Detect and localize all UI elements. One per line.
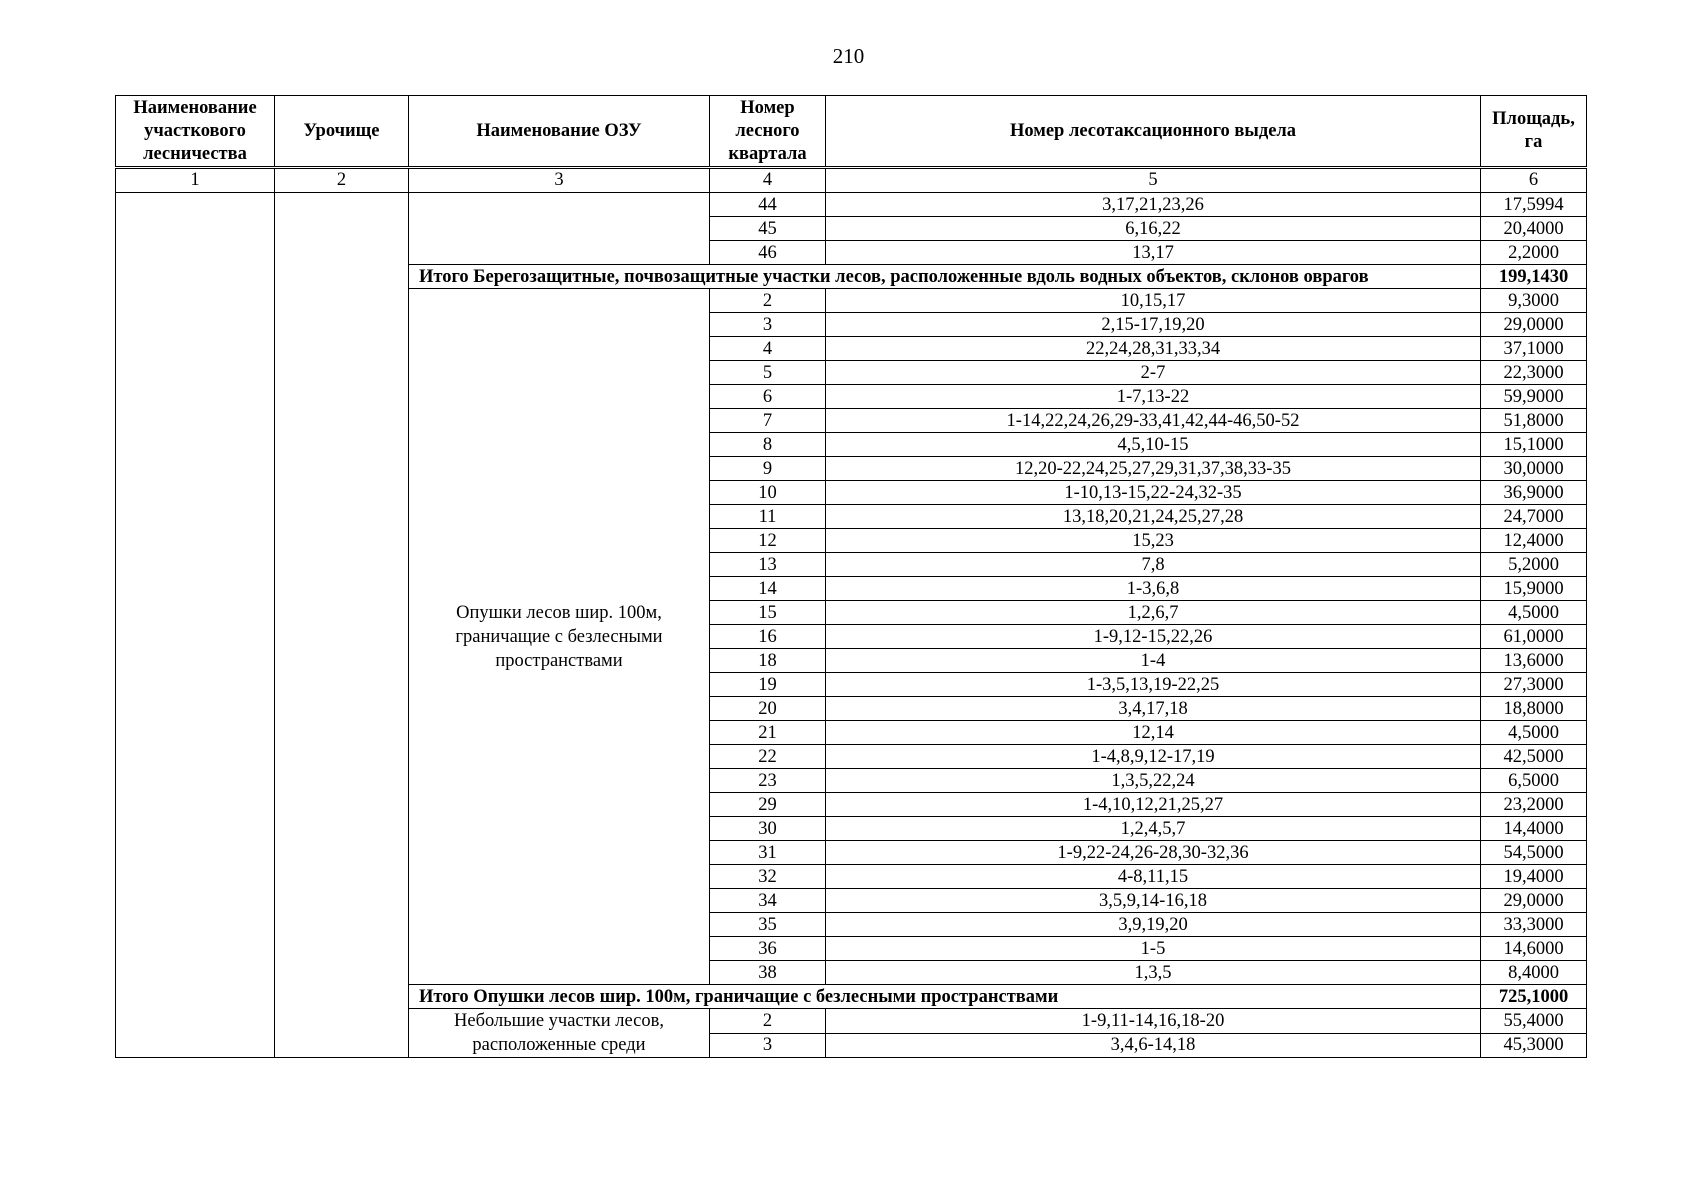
quarter-cell: 32 bbox=[710, 865, 826, 889]
column-number: 3 bbox=[409, 168, 710, 193]
area-cell: 54,5000 bbox=[1481, 841, 1587, 865]
total-value: 725,1000 bbox=[1481, 985, 1587, 1009]
header-tract: Урочище bbox=[275, 96, 409, 168]
quarter-cell: 8 bbox=[710, 433, 826, 457]
quarter-cell: 36 bbox=[710, 937, 826, 961]
area-cell: 4,5000 bbox=[1481, 721, 1587, 745]
vydel-cell: 13,17 bbox=[826, 241, 1481, 265]
ozu-table bbox=[115, 95, 1587, 1058]
area-cell: 24,7000 bbox=[1481, 505, 1587, 529]
area-cell: 15,9000 bbox=[1481, 577, 1587, 601]
vydel-cell: 7,8 bbox=[826, 553, 1481, 577]
quarter-cell: 45 bbox=[710, 217, 826, 241]
quarter-cell: 14 bbox=[710, 577, 826, 601]
vydel-cell: 12,20-22,24,25,27,29,31,37,38,33-35 bbox=[826, 457, 1481, 481]
quarter-cell: 35 bbox=[710, 913, 826, 937]
vydel-cell: 1-14,22,24,26,29-33,41,42,44-46,50-52 bbox=[826, 409, 1481, 433]
area-cell: 4,5000 bbox=[1481, 601, 1587, 625]
quarter-cell: 9 bbox=[710, 457, 826, 481]
quarter-cell: 5 bbox=[710, 361, 826, 385]
vydel-cell: 4,5,10-15 bbox=[826, 433, 1481, 457]
vydel-cell: 1,3,5,22,24 bbox=[826, 769, 1481, 793]
header-quarter-number: Номер лесного квартала bbox=[710, 96, 826, 168]
quarter-cell: 38 bbox=[710, 961, 826, 985]
vydel-cell: 3,4,6-14,18 bbox=[826, 1033, 1481, 1058]
area-cell: 61,0000 bbox=[1481, 625, 1587, 649]
quarter-cell: 10 bbox=[710, 481, 826, 505]
column-number: 4 bbox=[710, 168, 826, 193]
column-number-row bbox=[116, 168, 1587, 193]
area-cell: 5,2000 bbox=[1481, 553, 1587, 577]
area-cell: 29,0000 bbox=[1481, 889, 1587, 913]
area-cell: 33,3000 bbox=[1481, 913, 1587, 937]
vydel-cell: 3,9,19,20 bbox=[826, 913, 1481, 937]
vydel-cell: 6,16,22 bbox=[826, 217, 1481, 241]
quarter-cell: 20 bbox=[710, 697, 826, 721]
column-number: 6 bbox=[1481, 168, 1587, 193]
area-cell: 51,8000 bbox=[1481, 409, 1587, 433]
quarter-cell: 7 bbox=[710, 409, 826, 433]
tract-cell bbox=[275, 193, 409, 1058]
area-cell: 37,1000 bbox=[1481, 337, 1587, 361]
quarter-cell: 4 bbox=[710, 337, 826, 361]
quarter-cell: 31 bbox=[710, 841, 826, 865]
page-number: 210 bbox=[832, 44, 865, 68]
area-cell: 2,2000 bbox=[1481, 241, 1587, 265]
quarter-cell: 46 bbox=[710, 241, 826, 265]
quarter-cell: 11 bbox=[710, 505, 826, 529]
quarter-cell: 13 bbox=[710, 553, 826, 577]
table-body bbox=[116, 193, 1587, 1058]
quarter-cell: 23 bbox=[710, 769, 826, 793]
quarter-cell: 15 bbox=[710, 601, 826, 625]
vydel-cell: 1-4 bbox=[826, 649, 1481, 673]
quarter-cell: 2 bbox=[710, 1009, 826, 1034]
vydel-cell: 2,15-17,19,20 bbox=[826, 313, 1481, 337]
vydel-cell: 12,14 bbox=[826, 721, 1481, 745]
area-cell: 27,3000 bbox=[1481, 673, 1587, 697]
area-cell: 30,0000 bbox=[1481, 457, 1587, 481]
forestry-name-cell bbox=[116, 193, 275, 1058]
area-cell: 22,3000 bbox=[1481, 361, 1587, 385]
quarter-cell: 3 bbox=[710, 313, 826, 337]
vydel-cell: 1,2,4,5,7 bbox=[826, 817, 1481, 841]
ozu-name-cell: Небольшие участки лесов, расположенные среди bbox=[409, 1009, 710, 1058]
area-cell: 8,4000 bbox=[1481, 961, 1587, 985]
quarter-cell: 19 bbox=[710, 673, 826, 697]
area-cell: 14,4000 bbox=[1481, 817, 1587, 841]
area-cell: 14,6000 bbox=[1481, 937, 1587, 961]
header-vydel-number: Номер лесотаксационного выдела bbox=[826, 96, 1481, 168]
table-row bbox=[116, 193, 1587, 217]
area-cell: 36,9000 bbox=[1481, 481, 1587, 505]
quarter-cell: 18 bbox=[710, 649, 826, 673]
vydel-cell: 10,15,17 bbox=[826, 289, 1481, 313]
quarter-cell: 16 bbox=[710, 625, 826, 649]
column-number: 1 bbox=[116, 168, 275, 193]
table-header-row bbox=[116, 96, 1587, 168]
area-cell: 17,5994 bbox=[1481, 193, 1587, 217]
quarter-cell: 12 bbox=[710, 529, 826, 553]
vydel-cell: 1-5 bbox=[826, 937, 1481, 961]
vydel-cell: 1-7,13-22 bbox=[826, 385, 1481, 409]
quarter-cell: 22 bbox=[710, 745, 826, 769]
header-area: Площадь, га bbox=[1481, 96, 1587, 168]
area-cell: 9,3000 bbox=[1481, 289, 1587, 313]
ozu-name-cell bbox=[409, 193, 710, 265]
header-forestry-name: Наименование участкового лесничества bbox=[116, 96, 275, 168]
quarter-cell: 6 bbox=[710, 385, 826, 409]
area-cell: 55,4000 bbox=[1481, 1009, 1587, 1034]
vydel-cell: 1-9,12-15,22,26 bbox=[826, 625, 1481, 649]
area-cell: 45,3000 bbox=[1481, 1033, 1587, 1058]
area-cell: 19,4000 bbox=[1481, 865, 1587, 889]
vydel-cell: 1-3,5,13,19-22,25 bbox=[826, 673, 1481, 697]
vydel-cell: 22,24,28,31,33,34 bbox=[826, 337, 1481, 361]
area-cell: 23,2000 bbox=[1481, 793, 1587, 817]
quarter-cell: 29 bbox=[710, 793, 826, 817]
vydel-cell: 1-4,8,9,12-17,19 bbox=[826, 745, 1481, 769]
vydel-cell: 1,2,6,7 bbox=[826, 601, 1481, 625]
area-cell: 6,5000 bbox=[1481, 769, 1587, 793]
vydel-cell: 3,5,9,14-16,18 bbox=[826, 889, 1481, 913]
vydel-cell: 3,17,21,23,26 bbox=[826, 193, 1481, 217]
vydel-cell: 2-7 bbox=[826, 361, 1481, 385]
vydel-cell: 13,18,20,21,24,25,27,28 bbox=[826, 505, 1481, 529]
vydel-cell: 1-10,13-15,22-24,32-35 bbox=[826, 481, 1481, 505]
area-cell: 29,0000 bbox=[1481, 313, 1587, 337]
area-cell: 18,8000 bbox=[1481, 697, 1587, 721]
area-cell: 13,6000 bbox=[1481, 649, 1587, 673]
quarter-cell: 44 bbox=[710, 193, 826, 217]
quarter-cell: 34 bbox=[710, 889, 826, 913]
quarter-cell: 21 bbox=[710, 721, 826, 745]
vydel-cell: 1-4,10,12,21,25,27 bbox=[826, 793, 1481, 817]
total-label: Итого Опушки лесов шир. 100м, граничащие с безлесными пространствами bbox=[409, 985, 1481, 1009]
area-cell: 59,9000 bbox=[1481, 385, 1587, 409]
quarter-cell: 2 bbox=[710, 289, 826, 313]
vydel-cell: 1-3,6,8 bbox=[826, 577, 1481, 601]
vydel-cell: 1-9,11-14,16,18-20 bbox=[826, 1009, 1481, 1034]
area-cell: 20,4000 bbox=[1481, 217, 1587, 241]
column-number: 5 bbox=[826, 168, 1481, 193]
vydel-cell: 15,23 bbox=[826, 529, 1481, 553]
total-label: Итого Берегозащитные, почвозащитные участки лесов, расположенные вдоль водных объектов, склонов оврагов bbox=[409, 265, 1481, 289]
area-cell: 12,4000 bbox=[1481, 529, 1587, 553]
vydel-cell: 4-8,11,15 bbox=[826, 865, 1481, 889]
total-value: 199,1430 bbox=[1481, 265, 1587, 289]
area-cell: 15,1000 bbox=[1481, 433, 1587, 457]
area-cell: 42,5000 bbox=[1481, 745, 1587, 769]
quarter-cell: 3 bbox=[710, 1033, 826, 1058]
column-number: 2 bbox=[275, 168, 409, 193]
header-ozu-name: Наименование ОЗУ bbox=[409, 96, 710, 168]
vydel-cell: 3,4,17,18 bbox=[826, 697, 1481, 721]
quarter-cell: 30 bbox=[710, 817, 826, 841]
vydel-cell: 1-9,22-24,26-28,30-32,36 bbox=[826, 841, 1481, 865]
ozu-name-cell: Опушки лесов шир. 100м, граничащие с безлесными пространствами bbox=[409, 289, 710, 985]
vydel-cell: 1,3,5 bbox=[826, 961, 1481, 985]
